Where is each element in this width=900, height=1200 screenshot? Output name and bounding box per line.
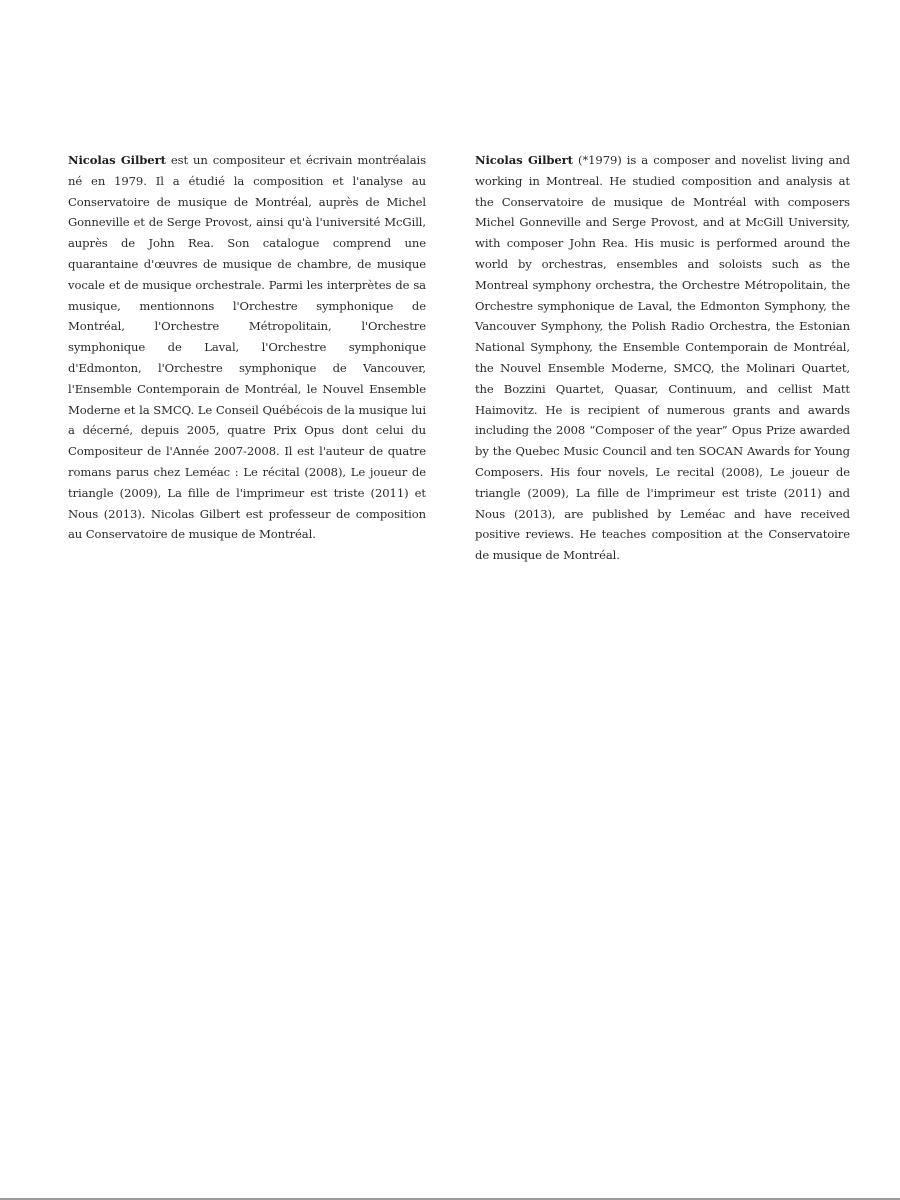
biography-english [475,150,850,566]
composer-name-en: Nicolas Gilbert [475,153,573,167]
composer-name-fr: Nicolas Gilbert [68,153,166,167]
biography-text-en: (*1979) is a composer and novelist living and working in Montreal. He studied composition and analysis at the Conservatoire de musique de Montréal with composers Michel Gonneville and Serge Provost, and at McGill University, with composer John Rea. His music is performed around the world by orchestras, ensembles and soloists such as the Montreal symphony orchestra, the Orchestre Métropolitain, the Orchestre symphonique de Laval, the Edmonton Symphony, the Vancouver Symphony, the Polish Radio Orchestra, the Estonian National Symphony, the Ensemble Contemporain de Montréal, the Nouvel Ensemble Moderne, SMCQ, the Molinari Quartet, the Bozzini Quartet, Quasar, Continuum, and cellist Matt Haimovitz. He is recipient of numerous grants and awards including the 2008 “Composer of the year” Opus Prize awarded by the Quebec Music Council and ten SOCAN Awards for Young Composers. His four novels, Le recital (2008), Le joueur de triangle (2009), La fille de l'imprimeur est triste (2011) and Nous (2013), are published by Leméac and have received positive reviews. He teaches composition at the Conservatoire de musique de Montréal. [475,153,850,563]
biography-french [68,150,426,545]
biography-text-fr: est un compositeur et écrivain montréalais né en 1979. Il a étudié la composition et l'analyse au Conservatoire de musique de Montréal, auprès de Michel Gonneville et de Serge Provost, ainsi qu'à l'université McGill, auprès de John Rea. Son catalogue comprend une quarantaine d'œuvres de musique de chambre, de musique vocale et de musique orchestrale. Parmi les interprètes de sa musique, mentionnons l'Orchestre symphonique de Montréal, l'Orchestre Métropolitain, l'Orchestre symphonique de Laval, l'Orchestre symphonique d'Edmonton, l'Orchestre symphonique de Vancouver, l'Ensemble Contemporain de Montréal, le Nouvel Ensemble Moderne et la SMCQ. Le Conseil Québécois de la musique lui a décerné, depuis 2005, quatre Prix Opus dont celui du Compositeur de l'Année 2007-2008. Il est l'auteur de quatre romans parus chez Leméac : Le récital (2008), Le joueur de triangle (2009), La fille de l'imprimeur est triste (2011) et Nous (2013). Nicolas Gilbert est professeur de composition au Conservatoire de musique de Montréal. [68,153,426,542]
